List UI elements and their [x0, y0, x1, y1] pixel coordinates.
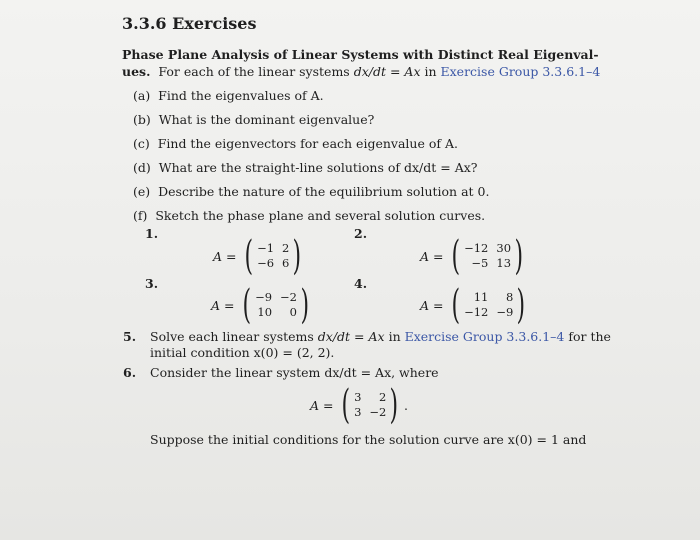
part-label: (f) — [133, 208, 148, 223]
part-label: (e) — [133, 184, 151, 199]
right-paren: ) — [389, 382, 399, 428]
ex5-text-a: Solve each linear systems — [150, 329, 318, 344]
matrix-1 — [213, 233, 305, 279]
right-paren: ) — [292, 233, 302, 279]
matrix-2 — [420, 233, 527, 279]
right-paren: ) — [514, 233, 524, 279]
exercise-number-5: 5. — [123, 329, 137, 344]
matrix-entry: −6 — [257, 256, 275, 270]
left-paren: ( — [451, 233, 461, 279]
part-text: Find the eigenvectors for each eigenvalue of A. — [157, 136, 458, 151]
matrix-entry: 3 — [354, 390, 362, 404]
matrix-entry: 0 — [289, 305, 297, 319]
matrix-entries — [464, 241, 511, 271]
exercise-number-2: 2. — [354, 226, 368, 241]
exercise-number-3: 3. — [145, 276, 159, 291]
matrix-entry: 3 — [354, 405, 362, 419]
exercise-5-line2: initial condition x(0) = (2, 2). — [150, 345, 335, 360]
matrix-entry: 11 — [473, 290, 489, 304]
matrix-lhs: A = — [420, 248, 444, 264]
part-text: Find the eigenvalues of A. — [158, 88, 324, 103]
matrix-lhs: A = — [310, 397, 334, 413]
exercise-6-line1: Consider the linear system dx/dt = Ax, where — [150, 365, 439, 380]
matrix-entry: −1 — [257, 241, 275, 255]
matrix-entry: 30 — [496, 241, 512, 255]
part-c — [133, 136, 458, 151]
part-d — [133, 160, 477, 175]
matrix-entry: −9 — [496, 305, 514, 319]
exercise-number-6: 6. — [123, 365, 137, 380]
matrix-6 — [310, 382, 408, 428]
intro-text-b: in — [420, 64, 441, 79]
part-e — [133, 184, 489, 199]
intro-eq: dx/dt = Ax — [353, 64, 421, 79]
section-title: 3.3.6 Exercises — [122, 14, 257, 33]
part-text: Sketch the phase plane and several solution curves. — [155, 208, 486, 223]
matrix-entry: −5 — [471, 256, 489, 270]
intro-bold-line1: Phase Plane Analysis of Linear Systems with Distinct Real Eigenval- — [122, 47, 599, 62]
part-label: (c) — [133, 136, 150, 151]
part-label: (b) — [133, 112, 151, 127]
part-text: Describe the nature of the equilibrium solution at 0. — [158, 184, 490, 199]
ex5-text-c: for the — [564, 329, 611, 344]
matrix-entry: −2 — [369, 405, 387, 419]
part-label: (a) — [133, 88, 151, 103]
exercise-5-line1 — [150, 329, 611, 344]
part-a — [133, 88, 324, 103]
exercise-6-line2: Suppose the initial conditions for the solution curve are x(0) = 1 and — [150, 432, 587, 447]
intro-text-a: For each of the linear systems — [158, 64, 354, 79]
ex5-eq: dx/dt = Ax — [317, 329, 385, 344]
matrix-entry: −2 — [280, 290, 297, 304]
matrix-4 — [420, 282, 529, 328]
matrix-entries — [354, 390, 386, 420]
intro-bold-line2: ues. — [122, 64, 151, 79]
matrix-entry: 2 — [282, 241, 290, 255]
matrix-entry: 13 — [496, 256, 512, 270]
matrix-entry: 8 — [506, 290, 514, 304]
left-paren: ( — [242, 282, 252, 328]
matrix-entry: −12 — [464, 241, 489, 255]
exercise-number-1: 1. — [145, 226, 159, 241]
left-paren: ( — [341, 382, 351, 428]
matrix-3 — [211, 282, 313, 328]
intro-line2 — [122, 64, 600, 79]
matrix-entry: −12 — [464, 305, 489, 319]
part-label: (d) — [133, 160, 151, 175]
left-paren: ( — [451, 282, 461, 328]
matrix-lhs: A = — [211, 297, 235, 313]
exercise-group-link[interactable]: Exercise Group 3.3.6.1–4 — [440, 64, 601, 79]
ex5-text-b: in — [384, 329, 405, 344]
matrix-entries — [257, 241, 289, 271]
part-b — [133, 112, 374, 127]
matrix-lhs: A = — [420, 297, 444, 313]
left-paren: ( — [244, 233, 254, 279]
matrix-lhs: A = — [213, 248, 237, 264]
right-paren: ) — [516, 282, 526, 328]
matrix-entry: 10 — [257, 305, 273, 319]
matrix-entries — [464, 290, 513, 320]
part-text: What are the straight-line solutions of dx/dt = Ax? — [158, 160, 478, 175]
right-paren: ) — [300, 282, 310, 328]
exercise-group-link[interactable]: Exercise Group 3.3.6.1–4 — [404, 329, 565, 344]
matrix-trail: . — [403, 397, 408, 413]
matrix-entry: 2 — [379, 390, 387, 404]
matrix-entry: 6 — [282, 256, 290, 270]
part-text: What is the dominant eigenvalue? — [158, 112, 375, 127]
matrix-entries — [255, 290, 297, 320]
exercise-number-4: 4. — [354, 276, 368, 291]
matrix-entry: −9 — [255, 290, 273, 304]
part-f — [133, 208, 485, 223]
